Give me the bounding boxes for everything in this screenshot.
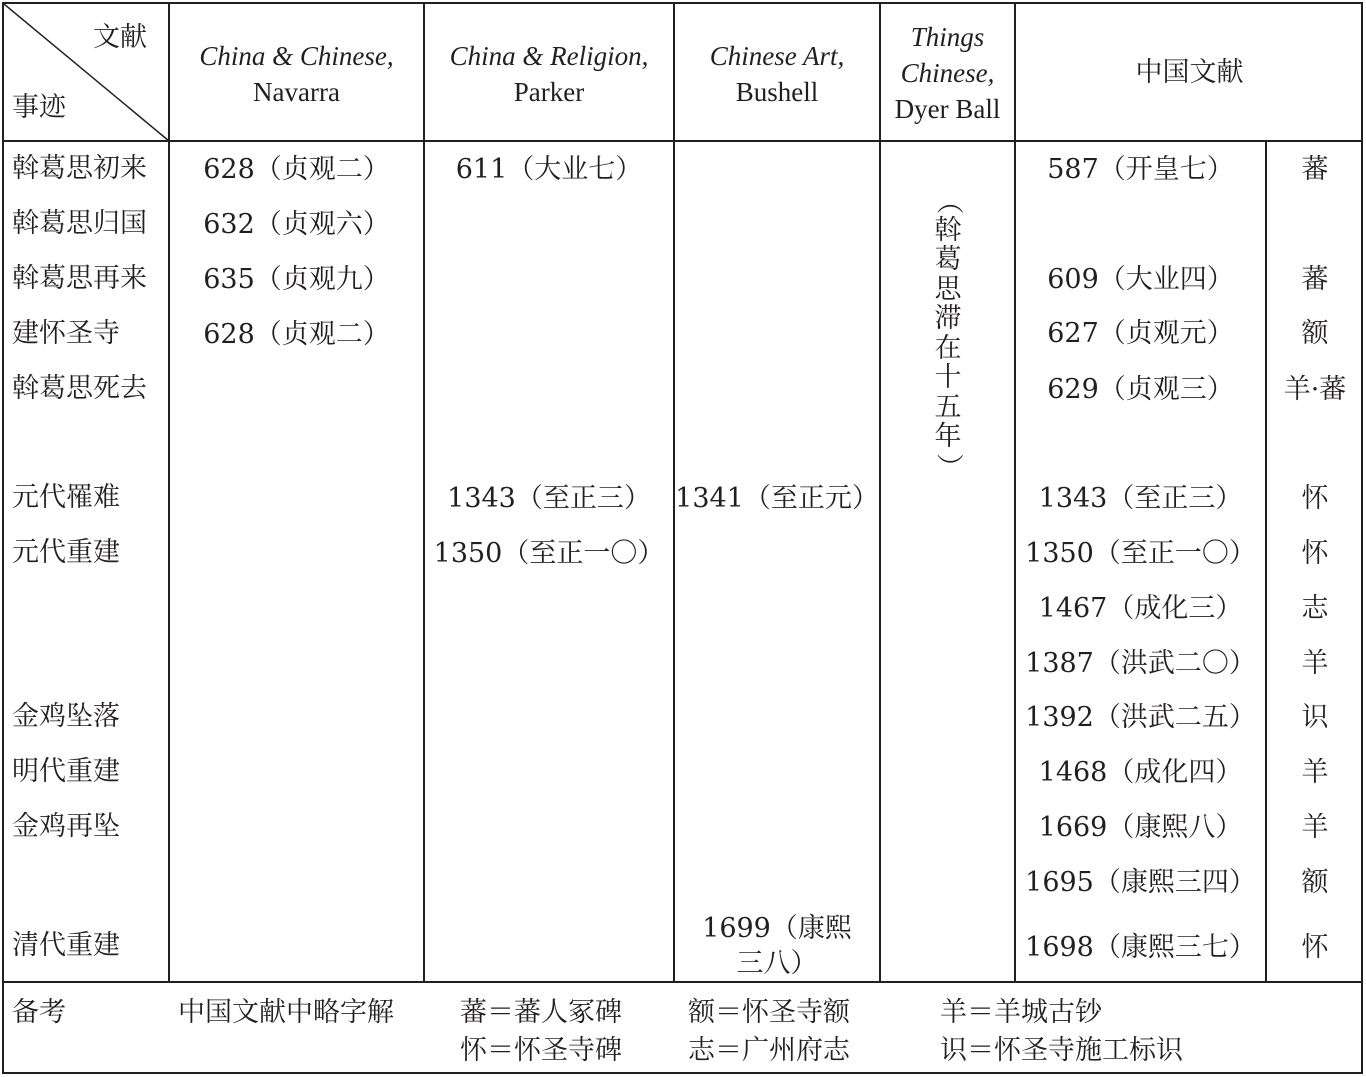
parker-date: 611（大业七）	[455, 154, 643, 185]
header-parker	[425, 38, 673, 110]
chinese-doc-date: 627（贞观元）	[1047, 318, 1234, 349]
notes-item: 识＝怀圣寺施工标识	[940, 1035, 1183, 1066]
header-parker-author: Parker	[513, 77, 585, 107]
event-label: 斡葛思初来	[12, 153, 147, 184]
header-dyer-ball-title-1: Things	[910, 22, 985, 52]
col-divider-1	[168, 2, 170, 982]
header-navarra-author: Navarra	[253, 77, 340, 107]
header-bushell	[675, 38, 879, 110]
dyer-ball-vertical-char: 葛	[934, 244, 962, 275]
event-label: 建怀圣寺	[12, 318, 120, 349]
dyer-ball-vertical-char: 思	[934, 273, 962, 305]
header-divider	[2, 140, 1363, 142]
dyer-ball-vertical-char: 五	[934, 391, 962, 423]
parker-date: 1350（至正一〇）	[433, 538, 665, 569]
notes-item: 额＝怀圣寺额	[688, 997, 850, 1028]
chinese-doc-source: 蕃	[1301, 154, 1329, 185]
chinese-doc-source: 怀	[1301, 538, 1329, 569]
chinese-doc-source: 羊·蕃	[1283, 374, 1347, 405]
header-chinese-docs	[1016, 54, 1363, 90]
chinese-doc-source: 羊	[1301, 757, 1329, 788]
notes-item: 怀＝怀圣寺碑	[460, 1035, 622, 1066]
header-bushell-author: Bushell	[735, 77, 819, 107]
navarra-date: 628（贞观二）	[203, 154, 390, 185]
header-dyer-ball-title-2: Chinese,	[900, 58, 995, 88]
chinese-doc-source: 额	[1301, 867, 1329, 898]
chinese-doc-date: 587（开皇七）	[1047, 154, 1234, 185]
notes-intro: 中国文献中略字解	[178, 997, 394, 1028]
chinese-doc-date: 1468（成化四）	[1038, 757, 1243, 788]
chinese-doc-source: 识	[1301, 702, 1329, 733]
dyer-ball-vertical-char: 在	[934, 332, 962, 364]
chinese-doc-date: 609（大业四）	[1047, 264, 1234, 295]
chinese-doc-date: 1350（至正一〇）	[1025, 538, 1256, 569]
notes-item: 蕃＝蕃人冢碑	[460, 997, 622, 1028]
event-label: 斡葛思死去	[12, 373, 147, 404]
header-chinese-docs-title: 中国文献	[1135, 57, 1244, 87]
event-label: 清代重建	[12, 930, 120, 961]
chinese-doc-date: 1343（至正三）	[1038, 483, 1243, 514]
chinese-doc-date: 1695（康熙三四）	[1025, 867, 1256, 898]
chinese-doc-date: 1387（洪武二〇）	[1025, 648, 1256, 679]
header-bushell-title: Chinese Art,	[709, 41, 845, 71]
event-label: 金鸡再坠	[12, 811, 120, 842]
chinese-doc-source: 怀	[1301, 483, 1329, 514]
event-label: 元代重建	[12, 537, 120, 568]
event-label: 元代罹难	[12, 482, 120, 513]
navarra-date: 632（贞观六）	[203, 209, 390, 240]
chinese-doc-date: 1467（成化三）	[1038, 593, 1243, 624]
dyer-ball-vertical-note	[930, 186, 966, 481]
dyer-ball-vertical-char: ）	[932, 452, 964, 480]
col-divider-4	[879, 2, 881, 982]
corner-top-label: 文献	[93, 22, 147, 53]
event-label: 斡葛思归国	[12, 208, 147, 239]
parker-date: 1343（至正三）	[447, 483, 651, 514]
chinese-doc-source: 蕃	[1301, 264, 1329, 295]
dyer-ball-vertical-char: 滞	[934, 303, 962, 334]
chinese-doc-source: 额	[1301, 318, 1329, 349]
event-label: 明代重建	[12, 756, 120, 787]
chinese-doc-source: 怀	[1301, 932, 1329, 963]
corner-bottom-label: 事迹	[12, 92, 66, 123]
header-dyer-ball	[881, 19, 1014, 127]
bushell-date-line-2: 三八）	[736, 948, 818, 979]
bushell-date: 1341（至正元）	[675, 483, 879, 514]
header-navarra	[170, 38, 423, 110]
header-parker-title: China & Religion,	[449, 41, 649, 71]
dyer-ball-vertical-char: 十	[934, 362, 962, 393]
chinese-doc-source: 羊	[1301, 812, 1329, 843]
notes-item: 志＝广州府志	[688, 1035, 850, 1066]
chinese-doc-date: 629（贞观三）	[1047, 374, 1234, 405]
notes-divider	[2, 981, 1363, 983]
chinese-doc-source: 志	[1301, 593, 1329, 624]
chinese-doc-date: 1669（康熙八）	[1038, 812, 1243, 843]
navarra-date: 628（贞观二）	[203, 319, 390, 350]
chinese-doc-date: 1392（洪武二五）	[1025, 702, 1256, 733]
dyer-ball-vertical-char: （	[932, 187, 964, 215]
dyer-ball-vertical-char: 斡	[934, 214, 962, 246]
notes-item: 羊＝羊城古钞	[940, 997, 1102, 1028]
chinese-doc-source: 羊	[1301, 648, 1329, 679]
event-label: 金鸡坠落	[12, 701, 120, 732]
header-dyer-ball-author: Dyer Ball	[894, 94, 1001, 124]
header-navarra-title: China & Chinese,	[199, 41, 394, 71]
navarra-date: 635（贞观九）	[203, 264, 390, 295]
dyer-ball-vertical-char: 年	[934, 421, 962, 452]
chinese-doc-date: 1698（康熙三七）	[1025, 932, 1256, 963]
bushell-date-line-1: 1699（康熙	[702, 913, 852, 944]
notes-label: 备考	[12, 997, 66, 1028]
event-label: 斡葛思再来	[12, 263, 147, 294]
